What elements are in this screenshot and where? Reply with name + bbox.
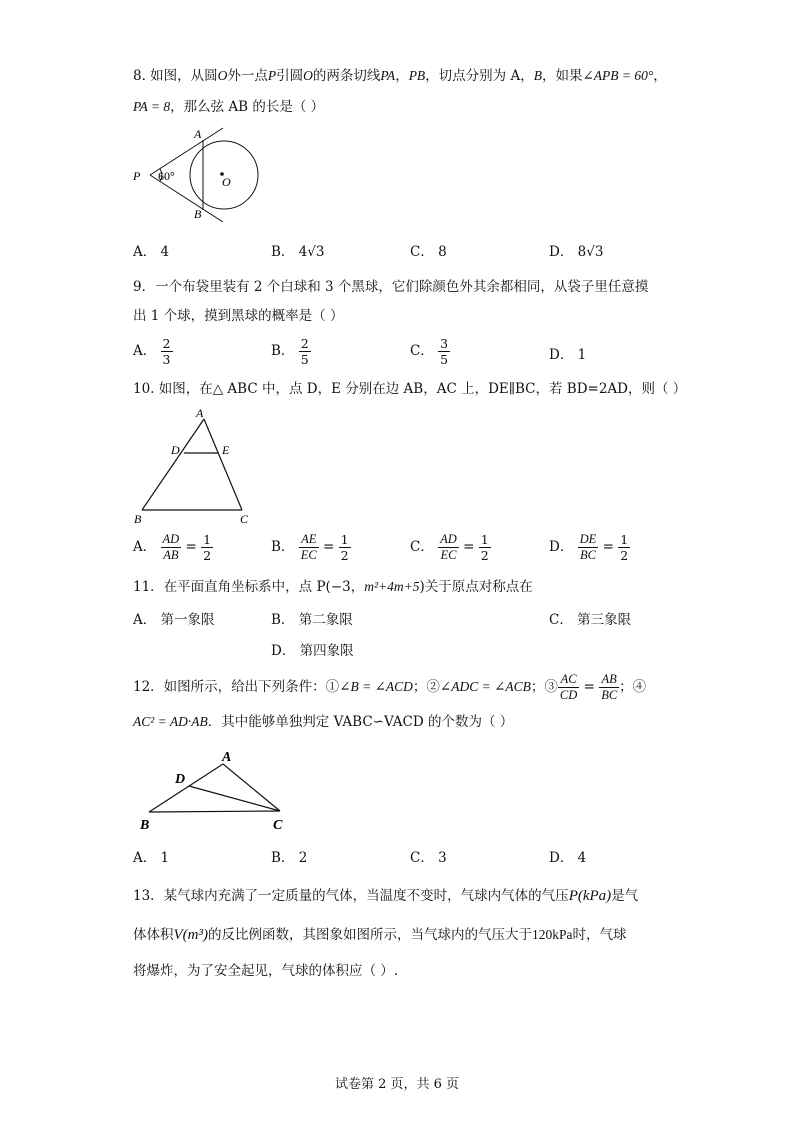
q13-stem-line1 — [133, 886, 638, 906]
q12-text: ．其中能够单独判定 VABC∽VACD 的个数为（ ） — [207, 714, 514, 730]
option-label: C． — [549, 612, 573, 628]
q12-option-c[interactable] — [410, 846, 447, 866]
q8-stem-line2 — [133, 97, 324, 117]
frac-num: AC — [558, 672, 579, 688]
q12-condition-4: AC² = AD·AB — [133, 714, 208, 729]
option-value: 第四象限 — [299, 643, 354, 659]
q12-figure — [135, 745, 295, 835]
frac-den: 2 — [620, 548, 629, 563]
page-footer: 试卷第 2 页，共 6 页 — [334, 1077, 460, 1092]
q12-option-b[interactable] — [271, 846, 307, 866]
frac-den: BC — [601, 688, 618, 702]
q8-var-o: O — [217, 68, 228, 83]
q8-pa-value: PA = 8 — [133, 99, 171, 114]
option-value: 8 — [438, 244, 447, 260]
q8-text: 引圆 — [276, 68, 304, 84]
frac-num: AB — [599, 672, 619, 688]
option-value: 8√3 — [577, 244, 604, 260]
q12-text: 12．如图所示，给出下列条件：① — [133, 679, 340, 695]
fraction — [201, 532, 213, 563]
q12-fig-label-c: C — [273, 818, 283, 833]
q8-text: ， — [653, 68, 667, 84]
fraction — [578, 532, 599, 563]
frac-den: BC — [579, 548, 596, 562]
fraction — [438, 336, 450, 367]
fraction — [161, 336, 173, 367]
option-value: 4√3 — [298, 244, 325, 260]
frac-den: 5 — [440, 352, 449, 367]
q8-option-b[interactable] — [271, 240, 325, 260]
frac-num: DE — [579, 532, 597, 546]
option-label: A． — [133, 244, 157, 260]
option-label: D． — [549, 244, 574, 260]
q8-text: ，那么弦 AB 的长是（ ） — [170, 99, 325, 115]
q13-volume-expr: V(m³) — [173, 927, 208, 943]
q10-option-a[interactable]: A． $\frac{AD}{AB}$ = $\frac{1}{2}$ — [133, 532, 212, 563]
option-label: B． — [271, 612, 295, 628]
q11-text: )关于原点对称点在 — [419, 579, 533, 595]
q12-text: ；③ — [530, 679, 558, 695]
q10-fig-label-e: E — [222, 443, 230, 457]
fraction — [299, 336, 311, 367]
q10-fig-label-a: A — [196, 406, 204, 420]
q8-stem-line1 — [133, 66, 667, 86]
option-label: B． — [271, 343, 295, 359]
q8-var-o: O — [303, 68, 313, 83]
option-label: A． — [133, 850, 157, 866]
frac-den: 2 — [203, 548, 212, 563]
option-label: D． — [549, 347, 574, 363]
frac-den: EC — [300, 548, 317, 562]
option-label: C． — [410, 343, 434, 359]
q12-fig-label-b: B — [140, 818, 150, 833]
q9-option-c[interactable] — [410, 336, 450, 367]
q13-text: 体体积 — [133, 927, 174, 943]
fraction — [339, 532, 351, 563]
q11-option-c[interactable] — [549, 608, 631, 628]
q8-text: 外一点 — [227, 68, 268, 84]
option-label: D． — [271, 643, 296, 659]
fraction — [438, 532, 459, 563]
option-label: A． — [133, 539, 157, 555]
q11-text: 11．在平面直角坐标系中，点 P(−3， — [133, 579, 365, 595]
frac-num: 3 — [440, 336, 449, 351]
option-value: 第二象限 — [298, 612, 353, 628]
q8-var-p: P — [267, 68, 277, 83]
q12-condition-3-left — [558, 672, 579, 703]
frac-num: 1 — [620, 532, 629, 547]
q13-text: 时，气球 — [572, 927, 627, 943]
q11-option-b[interactable] — [271, 608, 353, 628]
option-label: C． — [410, 850, 434, 866]
q11-option-a[interactable] — [133, 608, 215, 628]
q8-fig-angle: 60° — [158, 169, 175, 183]
q10-option-d[interactable]: D． $\frac{DE}{BC}$ = $\frac{1}{2}$ — [549, 532, 629, 563]
q13-text: 13．某气球内充满了一定质量的气体，当温度不变时，气球内气体的气压 — [133, 888, 569, 904]
frac-num: AE — [299, 532, 319, 548]
option-label: A． — [133, 612, 157, 628]
q12-option-d[interactable] — [549, 846, 586, 866]
option-value: 第三象限 — [577, 612, 632, 628]
q10-option-b[interactable]: B． $\frac{AE}{EC}$ = $\frac{1}{2}$ — [271, 532, 349, 563]
q11-expression: m²+4m+5 — [364, 579, 420, 594]
q13-pressure-value: 120kPa — [531, 927, 573, 942]
fraction — [299, 532, 319, 563]
q12-text: ；② — [412, 679, 440, 695]
q12-option-a[interactable] — [133, 846, 169, 866]
frac-num: 2 — [162, 336, 171, 351]
q12-stem-line1: 12．如图所示，给出下列条件：①∠B = ∠ACD；②∠ADC = ∠ACB；③ $\frac{AC}{CD}$ = $\frac{AB}{BC}$ ；④ — [133, 672, 647, 702]
q8-var-b: B — [533, 68, 542, 83]
frac-num: AD — [440, 532, 457, 546]
q10-fig-label-c: C — [240, 512, 249, 526]
q13-text: 是气 — [611, 888, 639, 904]
q9-option-d[interactable] — [549, 343, 586, 363]
frac-num: 1 — [203, 532, 212, 547]
frac-den: AB — [163, 548, 179, 562]
q8-fig-label-a: A — [194, 127, 202, 141]
q8-option-c[interactable] — [410, 240, 447, 260]
q8-text: 的两条切线 — [312, 68, 381, 84]
q13-text: 的反比例函数，其图象如图所示，当气球内的气压大于 — [207, 927, 532, 943]
frac-den: 2 — [480, 548, 489, 563]
frac-den: 2 — [340, 548, 349, 563]
option-value: 4 — [577, 850, 587, 866]
q13-stem-line2 — [133, 925, 626, 945]
q8-figure — [128, 122, 268, 222]
q10-stem: 10. 如图，在△ ABC 中，点 D，E 分别在边 AB，AC 上，DE∥BC，若 BD=2AD，则（ ） — [133, 381, 687, 397]
q13-pressure-expr: P(kPa) — [568, 888, 612, 904]
q9-option-b[interactable] — [271, 336, 311, 367]
option-value: 1 — [577, 347, 587, 363]
q8-var-pb: PB — [408, 68, 426, 83]
q12-condition-2: ∠ADC = ∠ACB — [439, 679, 531, 694]
q12-fig-label-d: D — [175, 772, 186, 787]
q9-option-a[interactable] — [133, 336, 173, 367]
option-label: B． — [271, 539, 295, 555]
q10-figure — [128, 405, 258, 527]
q9-stem-line2: 出 1 个球，摸到黑球的概率是（ ） — [133, 308, 344, 324]
q8-option-d[interactable] — [549, 240, 603, 260]
q12-fig-label-a: A — [222, 750, 232, 765]
frac-den: 5 — [300, 352, 309, 367]
q8-text: ， — [395, 68, 409, 84]
q10-fig-label-d: D — [171, 443, 180, 457]
q8-option-a[interactable] — [133, 240, 169, 260]
q10-option-c[interactable]: C． $\frac{AD}{EC}$ = $\frac{1}{2}$ — [410, 532, 489, 563]
option-value: 2 — [298, 850, 308, 866]
q8-fig-label-b: B — [194, 207, 202, 221]
q8-text: ，如果 — [541, 68, 583, 84]
option-label: D． — [549, 850, 574, 866]
q9-stem-line1: 9．一个布袋里装有 2 个白球和 3 个黑球，它们除颜色外其余都相同，从袋子里任意摸 — [133, 279, 649, 295]
frac-num: 1 — [480, 532, 489, 547]
option-value: 第一象限 — [160, 612, 215, 628]
frac-num: AD — [162, 532, 180, 546]
fraction — [161, 532, 182, 563]
q11-stem — [133, 577, 533, 597]
q10-fig-label-b: B — [134, 512, 142, 526]
q8-text: ，切点分别为 A， — [425, 68, 534, 84]
option-label: C． — [410, 244, 434, 260]
q11-option-d[interactable] — [271, 639, 354, 659]
frac-den: 3 — [162, 352, 171, 367]
q8-fig-label-p: P — [133, 169, 141, 183]
q12-text: ；④ — [619, 679, 647, 695]
frac-num: 1 — [340, 532, 349, 547]
q8-angle: ∠APB = 60° — [582, 68, 654, 83]
option-label: D． — [549, 539, 574, 555]
q8-text: 8. 如图，从圆 — [133, 68, 218, 84]
fraction — [479, 532, 491, 563]
option-value: 4 — [160, 244, 170, 260]
frac-num: 2 — [300, 336, 309, 351]
option-label: B． — [271, 244, 295, 260]
option-value: 3 — [438, 850, 447, 866]
q8-fig-label-o: O — [222, 175, 231, 189]
option-label: A． — [133, 343, 157, 359]
frac-den: CD — [559, 688, 578, 702]
frac-den: EC — [440, 548, 457, 562]
q8-var-pa: PA — [380, 68, 396, 83]
q12-stem-line2 — [133, 712, 513, 732]
option-label: C． — [410, 539, 434, 555]
option-value: 1 — [160, 850, 170, 866]
fraction — [618, 532, 630, 563]
q12-condition-1: ∠B = ∠ACD — [339, 679, 413, 694]
q13-stem-line3: 将爆炸，为了安全起见，气球的体积应（ ）. — [133, 963, 399, 979]
option-label: B． — [271, 850, 295, 866]
q12-condition-3-right — [599, 672, 619, 703]
